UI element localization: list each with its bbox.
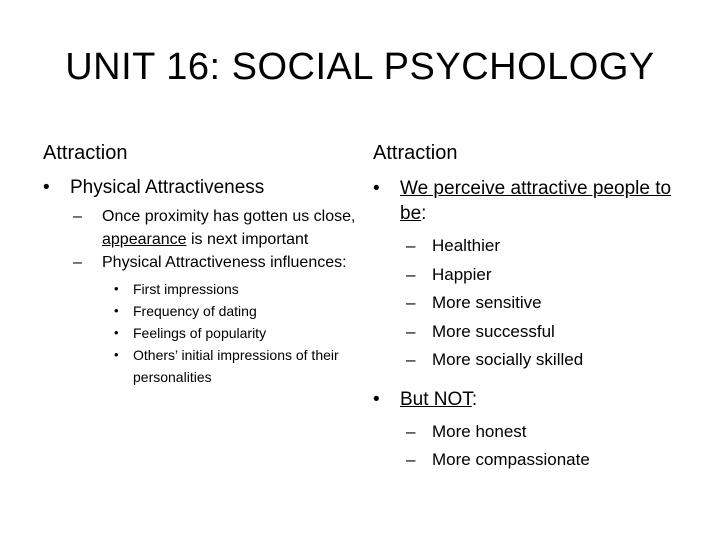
right-list-2: [373, 418, 693, 475]
item-text: Happier: [432, 264, 492, 284]
item-text: More compassionate: [432, 450, 590, 469]
list-item: [43, 278, 358, 300]
item-text: More socially skilled: [432, 350, 584, 369]
list-item: [373, 346, 693, 375]
bullet-icon: •: [373, 388, 380, 410]
item-text: Others’ initial impressions of their personalities: [133, 347, 339, 385]
slide-title: UNIT 16: SOCIAL PSYCHOLOGY: [65, 46, 655, 88]
left-subsublist: [43, 278, 358, 388]
item-text-underlined: appearance: [102, 231, 187, 248]
left-bullet-text: Physical Attractiveness: [70, 177, 265, 198]
right-bullet-1-underlined: We perceive attractive people to be: [400, 178, 672, 224]
list-item: [373, 318, 693, 347]
bullet-icon: •: [114, 347, 119, 362]
dash-icon: –: [406, 264, 416, 284]
right-heading: Attraction: [373, 142, 458, 164]
left-sublist: [43, 205, 358, 388]
right-column: [373, 138, 693, 475]
left-column: [43, 138, 358, 388]
left-bullet: [43, 176, 358, 199]
list-item: [43, 322, 358, 344]
list-item: [373, 446, 693, 475]
list-item: [43, 251, 358, 388]
item-text-pre: Once proximity has gotten us close,: [102, 208, 356, 225]
list-item: [43, 300, 358, 322]
list-item: [43, 344, 358, 388]
bullet-icon: •: [373, 178, 380, 199]
bullet-icon: •: [43, 177, 50, 198]
list-item: [373, 261, 693, 290]
right-bullet-2-post: :: [471, 388, 478, 410]
item-text: Frequency of dating: [133, 303, 257, 319]
bullet-icon: •: [114, 325, 119, 340]
item-text: More honest: [432, 421, 527, 441]
dash-icon: –: [406, 236, 416, 255]
right-bullet-1-post: :: [421, 203, 427, 224]
item-text: Healthier: [432, 236, 501, 255]
item-text-post: is next important: [186, 231, 309, 248]
right-bullet-2: [373, 387, 693, 412]
dash-icon: –: [406, 450, 416, 469]
list-item: [373, 232, 693, 261]
dash-icon: –: [406, 293, 416, 312]
left-heading: Attraction: [43, 142, 128, 164]
list-item: [43, 205, 358, 251]
bullet-icon: •: [114, 281, 119, 296]
item-text: First impressions: [133, 281, 239, 297]
right-list-1: [373, 232, 693, 375]
dash-icon: –: [73, 208, 82, 225]
list-item: [373, 418, 693, 447]
item-text: Feelings of popularity: [133, 325, 267, 341]
right-bullet-2-underlined: But NOT: [400, 388, 472, 410]
right-bullet-1: [373, 176, 693, 226]
dash-icon: –: [406, 321, 416, 341]
list-item: [373, 289, 693, 318]
item-text: More successful: [432, 321, 555, 341]
item-text: More sensitive: [432, 293, 542, 312]
item-text: Physical Attractiveness influences:: [102, 254, 347, 271]
dash-icon: –: [406, 421, 416, 441]
dash-icon: –: [73, 254, 82, 271]
dash-icon: –: [406, 350, 416, 369]
bullet-icon: •: [114, 303, 119, 318]
